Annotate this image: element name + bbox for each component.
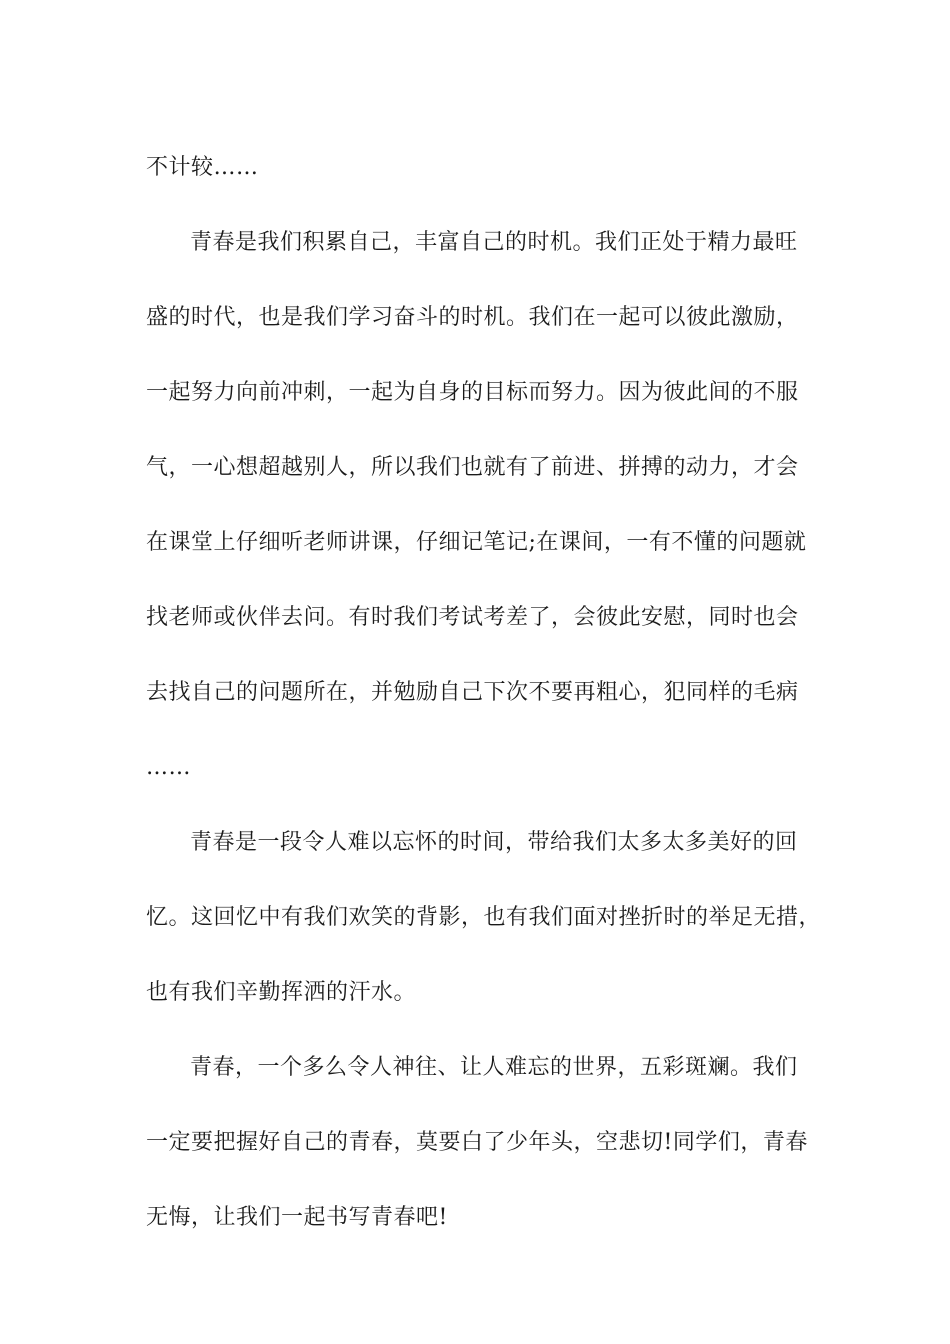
text-line: 不计较…… — [146, 155, 259, 180]
paragraph-first-line: 青春是我们积累自己，丰富自己的时机。我们正处于精力最旺 — [190, 230, 798, 255]
text-line: 去找自己的问题所在，并勉励自己下次不要再粗心，犯同样的毛病 — [146, 680, 799, 705]
text-line: 一起努力向前冲刺，一起为自身的目标而努力。因为彼此间的不服 — [146, 380, 799, 405]
text-line: …… — [146, 755, 191, 780]
text-line: 忆。这回忆中有我们欢笑的背影，也有我们面对挫折时的举足无措， — [146, 905, 822, 930]
text-line: 一定要把握好自己的青春，莫要白了少年头，空悲切!同学们，青春 — [146, 1130, 808, 1155]
text-line: 盛的时代，也是我们学习奋斗的时机。我们在一起可以彼此激励， — [146, 305, 799, 330]
document-body — [146, 130, 822, 1255]
text-line: 在课堂上仔细听老师讲课，仔细记笔记;在课间，一有不懂的问题就 — [146, 530, 807, 555]
text-line: 也有我们辛勤挥洒的汗水。 — [146, 980, 417, 1005]
text-line: 无悔，让我们一起书写青春吧! — [146, 1205, 448, 1230]
text-line: 找老师或伙伴去问。有时我们考试考差了，会彼此安慰，同时也会 — [146, 605, 799, 630]
paragraph-first-line: 青春，一个多么令人神往、让人难忘的世界，五彩斑斓。我们 — [190, 1055, 798, 1080]
text-line: 气，一心想超越别人，所以我们也就有了前进、拼搏的动力，才会 — [146, 455, 799, 480]
paragraph-first-line: 青春是一段令人难以忘怀的时间，带给我们太多太多美好的回 — [190, 830, 798, 855]
